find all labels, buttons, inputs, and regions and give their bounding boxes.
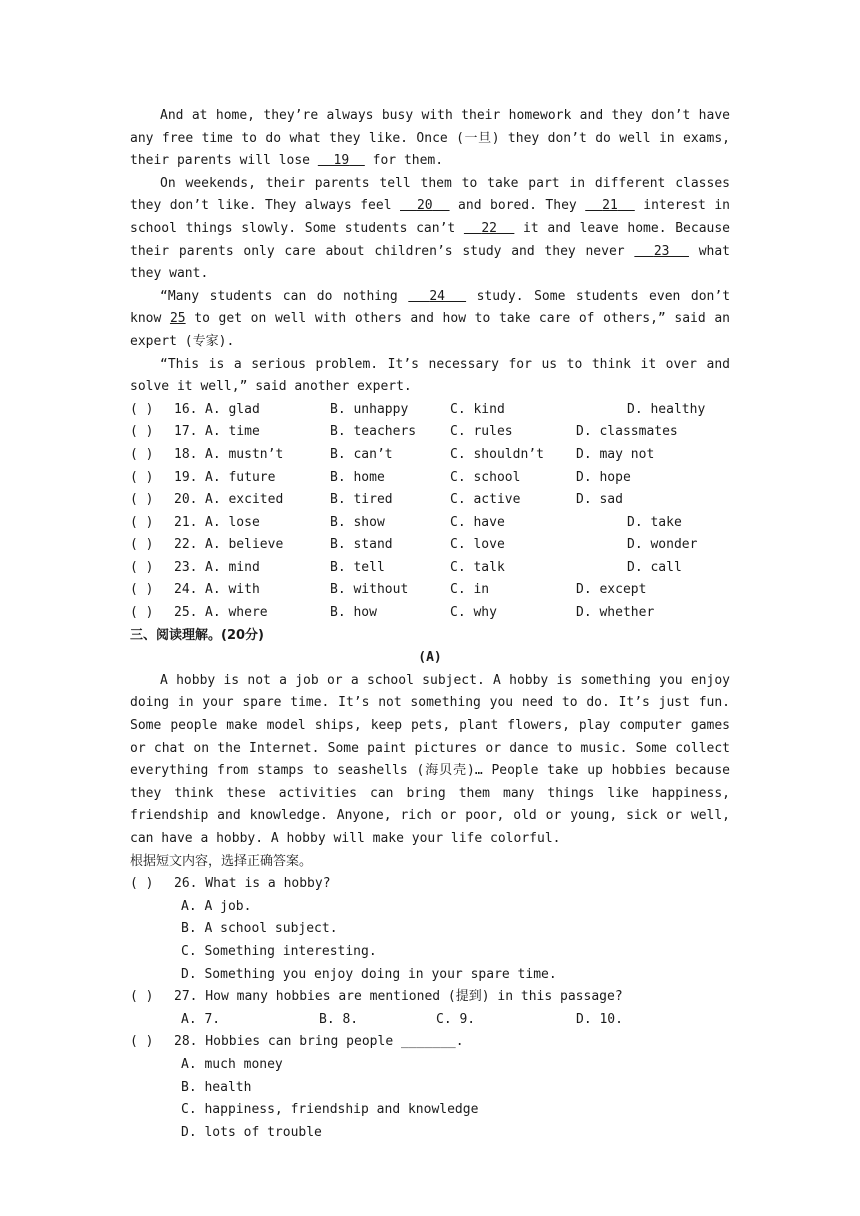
question-number: 19.: [174, 469, 198, 485]
answer-paren[interactable]: ( ): [130, 989, 154, 1005]
option-d: D. sad: [576, 492, 623, 508]
option-c: C. happiness, friendship and knowledge: [181, 1102, 479, 1118]
reading-passage-a: A hobby is not a job or a school subject. A hobby is something you enjoy doing in your spare time. It’s not something you need to do. It’s just fun. Some people make model ships, keep pets, plant flowers, play computer games or chat on the Internet. Some paint pictures or dance to music. Some collect everything from stamps to seashells (海贝壳)… People take up hobbies because they think these activities can bring them many things like happiness, friendship and knowledge. Anyone, rich or poor, old or young, sick or well, can have a hobby. A hobby will make your life colorful.: [130, 672, 730, 846]
option-a: A. 7.: [181, 1011, 221, 1027]
option-d: D. 10.: [576, 1011, 623, 1027]
option-b: B. A school subject.: [181, 921, 338, 937]
text-run: “Many students can do nothing: [160, 288, 409, 304]
exam-page: [130, 105, 730, 1144]
text-run: what they want.: [130, 243, 731, 282]
passage-paragraph-1: [130, 105, 730, 173]
option-d: D. whether: [576, 605, 655, 621]
options-row: [130, 1009, 730, 1032]
option-a: A. with: [205, 582, 260, 598]
question-number: 24.: [174, 582, 198, 598]
option-c: C. shouldn’t: [450, 446, 544, 462]
option-row-19: [130, 467, 730, 490]
option-c: C. have: [450, 514, 505, 530]
passage-paragraph-3: [130, 286, 730, 354]
option-c: C. rules: [450, 424, 513, 440]
text-run: it and leave home. Because their parents only care about children’s study and they never: [130, 220, 731, 259]
option-c: C. in: [450, 582, 490, 598]
question-number: 20.: [174, 492, 198, 508]
answer-paren[interactable]: ( ): [130, 514, 154, 530]
option-a: A. believe: [205, 537, 284, 553]
answer-paren[interactable]: ( ): [130, 537, 154, 553]
blank-number: 19: [333, 153, 350, 169]
option-c: C. active: [450, 492, 521, 508]
answer-paren[interactable]: ( ): [130, 876, 154, 892]
option-b: B. stand: [330, 537, 393, 553]
option-b: B. show: [330, 514, 385, 530]
option-c: C. 9.: [436, 1011, 476, 1027]
blank-25: [170, 311, 186, 326]
passage-paragraph-2: [130, 173, 730, 286]
question-stem-row: [130, 873, 730, 896]
text-run: On weekends, their parents tell them to take part in different classes they don’t like. They always feel: [130, 175, 730, 214]
blank-number: 21: [602, 198, 618, 214]
blank-20: [400, 198, 450, 213]
text-run: and bored. They: [449, 198, 586, 214]
answer-paren[interactable]: ( ): [130, 582, 154, 598]
option-a: A. time: [205, 424, 260, 440]
blank-19: [318, 153, 365, 168]
text-run: for them.: [364, 153, 444, 169]
option-a: A. much money: [181, 1056, 283, 1072]
option-b: B. unhappy: [330, 401, 409, 417]
text-run: to get on well with others and how to take care of others,” said an expert (专家).: [130, 311, 730, 349]
option-a: A. excited: [205, 492, 284, 508]
option-row-20: [130, 489, 730, 512]
option-a: A. mustn’t: [205, 446, 284, 462]
part-heading: (A): [418, 650, 442, 666]
question-stem: 27. How many hobbies are mentioned (提到) in this passage?: [174, 989, 623, 1005]
blank-number: 20: [416, 198, 433, 214]
question-stem: 28. Hobbies can bring people _______.: [174, 1034, 464, 1050]
option-b: B. teachers: [330, 424, 417, 440]
option-b: B. without: [330, 582, 409, 598]
option-d: D. call: [627, 559, 682, 575]
answer-paren[interactable]: ( ): [130, 424, 154, 440]
question-number: 22.: [174, 537, 198, 553]
question-number: 16.: [174, 401, 198, 417]
option-row-17: [130, 421, 730, 444]
option-b: B. tired: [330, 492, 393, 508]
question-26: [130, 873, 730, 986]
answer-paren[interactable]: ( ): [130, 469, 154, 485]
instruction: 根据短文内容，选择正确答案。: [130, 853, 313, 869]
blank-24: [408, 289, 466, 304]
question-28: [130, 1031, 730, 1144]
question-27: [130, 986, 730, 1031]
option-c: C. why: [450, 605, 497, 621]
passage-paragraph-4: “This is a serious problem. It’s necessary for us to think it over and solve it well,” said another expert.: [130, 356, 730, 395]
answer-paren[interactable]: ( ): [130, 401, 154, 417]
option-d: D. take: [627, 514, 682, 530]
option-a: A. where: [205, 605, 268, 621]
option-row-23: [130, 557, 730, 580]
option-row-25: [130, 602, 730, 625]
answer-paren[interactable]: ( ): [130, 559, 154, 575]
option-row-22: [130, 534, 730, 557]
option-d: D. lots of trouble: [181, 1124, 322, 1140]
text-run: study. Some students even don’t know: [130, 288, 731, 327]
option-row-21: [130, 512, 730, 535]
text-run: And at home, they’re always busy with their homework and they don’t have any free time to do what they like. Once (一旦) they don’t do well in exams, their parents will lose: [130, 108, 730, 169]
blank-23: [634, 244, 689, 259]
question-number: 25.: [174, 605, 198, 621]
blank-22: [464, 221, 514, 236]
blank-number: 25: [169, 311, 186, 327]
option-c: C. love: [450, 537, 505, 553]
question-number: 21.: [174, 514, 198, 530]
question-number: 17.: [174, 424, 198, 440]
option-row-16: [130, 399, 730, 422]
option-b: B. can’t: [330, 446, 393, 462]
option-b: B. 8.: [319, 1011, 359, 1027]
option-c: C. talk: [450, 559, 505, 575]
blank-number: 24: [429, 288, 446, 304]
cloze-options-list: [130, 399, 730, 625]
option-c: C. Something interesting.: [181, 943, 377, 959]
answer-paren[interactable]: ( ): [130, 1034, 154, 1050]
answer-paren[interactable]: ( ): [130, 492, 154, 508]
option-b: B. health: [181, 1079, 252, 1095]
option-c: C. kind: [450, 401, 505, 417]
answer-paren[interactable]: ( ): [130, 605, 154, 621]
question-number: 18.: [174, 446, 198, 462]
option-a: A. mind: [205, 559, 260, 575]
option-d: D. except: [576, 582, 647, 598]
question-number: 23.: [174, 559, 198, 575]
section-heading: 三、阅读理解。(20分): [130, 627, 264, 643]
blank-number: 22: [481, 220, 497, 236]
question-stem: 26. What is a hobby?: [174, 876, 331, 892]
option-a: A. lose: [205, 514, 260, 530]
option-d: D. Something you enjoy doing in your spare time.: [181, 966, 557, 982]
option-row-24: [130, 579, 730, 602]
option-d: D. wonder: [627, 537, 698, 553]
option-a: A. A job.: [181, 898, 252, 914]
option-d: D. healthy: [627, 401, 706, 417]
option-b: B. home: [330, 469, 385, 485]
option-b: B. how: [330, 605, 377, 621]
option-d: D. classmates: [576, 424, 678, 440]
option-d: D. hope: [576, 469, 631, 485]
option-b: B. tell: [330, 559, 385, 575]
answer-paren[interactable]: ( ): [130, 446, 154, 462]
blank-number: 23: [653, 243, 670, 259]
option-row-18: [130, 444, 730, 467]
option-a: A. glad: [205, 401, 260, 417]
option-c: C. school: [450, 469, 521, 485]
option-a: A. future: [205, 469, 276, 485]
text-run: interest in school things slowly. Some students can’t: [130, 198, 730, 236]
blank-21: [585, 198, 635, 213]
question-stem-row: [130, 1031, 730, 1054]
question-stem-row: [130, 986, 730, 1009]
option-d: D. may not: [576, 446, 655, 462]
